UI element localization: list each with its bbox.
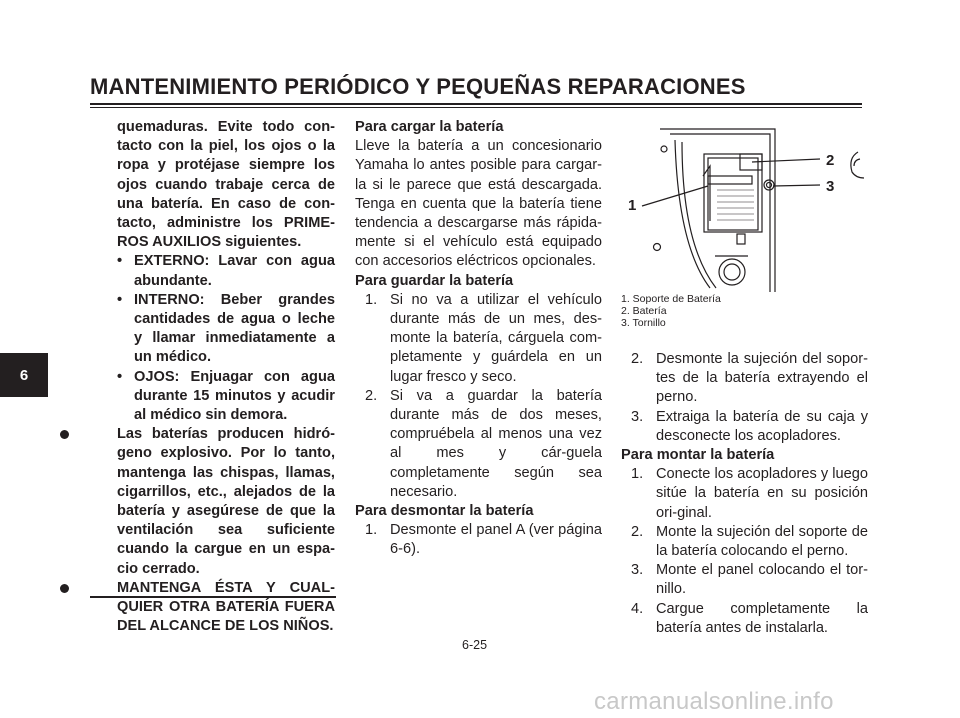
bullet-mark: • <box>117 291 123 308</box>
step-text: Si no va a utilizar el vehículo durante más de un mes, des-monte la batería, cárguela com-pletamente y guárdela en un lugar fresco y seco. <box>390 291 602 385</box>
first-aid-item-external <box>117 252 335 290</box>
callout-3: 3 <box>826 178 835 195</box>
warning-bullet-icon <box>60 430 69 439</box>
install-step <box>621 465 868 523</box>
step-number: 3. <box>631 408 644 425</box>
figure-caption <box>621 293 861 329</box>
first-aid-text: INTERNO: Beber grandes cantidades de agua o leche y llamar inmediatamente a un médico. <box>134 291 335 366</box>
first-aid-item-internal <box>117 291 335 368</box>
store-step <box>355 387 602 502</box>
step-text: Extraiga la batería de su caja y desconecte los acopladores. <box>656 408 868 444</box>
callout-1: 1 <box>628 197 637 214</box>
caption-item: 3. Tornillo <box>621 317 666 329</box>
callout-2: 2 <box>826 152 835 169</box>
section-heading-store: Para guardar la batería <box>355 272 514 289</box>
step-text: Monte la sujeción del soporte de la batería colocando el perno. <box>656 523 868 560</box>
install-step <box>621 523 868 561</box>
install-step <box>621 600 868 638</box>
section-heading-remove: Para desmontar la batería <box>355 503 534 520</box>
warning-item-hydrogen <box>88 425 335 579</box>
step-text: Desmonte el panel A (ver página 6-6). <box>390 522 602 558</box>
step-number: 4. <box>631 600 644 617</box>
step-number: 3. <box>631 562 644 579</box>
first-aid-text: EXTERNO: Lavar con agua abundante. <box>134 253 335 289</box>
bullet-mark: • <box>117 253 123 270</box>
step-number: 1. <box>365 522 378 539</box>
charging-column <box>355 118 602 560</box>
step-text: Cargue completamente la batería antes de instalarla. <box>656 600 868 636</box>
step-number: 2. <box>631 351 644 367</box>
chapter-tab[interactable] <box>0 353 48 397</box>
remove-step <box>621 408 868 446</box>
warning-column <box>117 118 335 636</box>
remove-step <box>355 521 602 559</box>
warning-item-text: Las baterías producen hidró-geno explosivo. Por lo tanto, mantenga las chispas, llamas, cigarrillos, etc., alejados de la batería y asegúrese de que la ventilación sea suficiente cuando la cargue en un espa-cio cerrado. <box>117 426 335 577</box>
install-step <box>621 561 868 599</box>
warning-text: quemaduras. Evite todo con-tacto con la piel, los ojos o la ropa y protéjase siempre los ojos cuando trabaje cerca de una batería. En caso de con-tacto, administre los PRIME-ROS AUXILIOS siguientes. <box>117 119 335 251</box>
remove-step <box>621 350 868 408</box>
step-number: 1. <box>631 466 644 483</box>
first-aid-item-eyes <box>117 368 335 426</box>
battery-illustration <box>620 126 865 293</box>
watermark: carmanualsonline.info <box>594 688 834 715</box>
warning-item-text: MANTENGA ÉSTA Y CUAL-QUIER OTRA BATERÍA FUERA DEL ALCANCE DE LOS NIÑOS. <box>117 579 335 635</box>
step-text: Monte el panel colocando el tor-nillo. <box>656 562 868 598</box>
store-step <box>355 291 602 387</box>
caption-item: 2. Batería <box>621 305 667 317</box>
step-number: 1. <box>365 291 378 308</box>
first-aid-text: OJOS: Enjuagar con agua durante 15 minutos y acudir al médico sin demora. <box>134 368 335 424</box>
header-rule-thin <box>90 107 862 108</box>
step-number: 2. <box>365 387 378 404</box>
caption-item: 1. Soporte de Batería <box>621 293 721 305</box>
step-number: 2. <box>631 523 644 540</box>
bullet-mark: • <box>117 368 123 385</box>
page-number: 6-25 <box>462 638 488 652</box>
page-header-title: MANTENIMIENTO PERIÓDICO Y PEQUEÑAS REPARACIONES <box>90 74 746 99</box>
section-heading-install: Para montar la batería <box>621 447 775 464</box>
warning-end-rule <box>90 596 336 598</box>
chapter-tab-label: 6 <box>19 366 29 384</box>
step-text: Si va a guardar la batería durante más de dos meses, compruébela al menos una vez al mes y cár-guela completamente según sea necesario. <box>390 387 602 500</box>
step-text: Conecte los acopladores y luego sitúe la batería en su posición ori-ginal. <box>656 466 868 521</box>
section-heading-charge: Para cargar la batería <box>355 119 504 135</box>
warning-bullet-icon <box>60 584 69 593</box>
header-rule <box>90 103 862 105</box>
warning-item-children <box>88 579 335 637</box>
step-text: Desmonte la sujeción del sopor-tes de la batería extrayendo el perno. <box>656 351 868 406</box>
charge-paragraph: Lleve la batería a un concesionario Yamaha lo antes posible para cargar-la si le parece que está descargada. Tenga en cuenta que la batería tiene tendencia a descargarse más rápida-mente si el vehículo está equipado con accesorios eléctricos opcionales. <box>355 138 602 270</box>
install-column <box>621 350 868 638</box>
